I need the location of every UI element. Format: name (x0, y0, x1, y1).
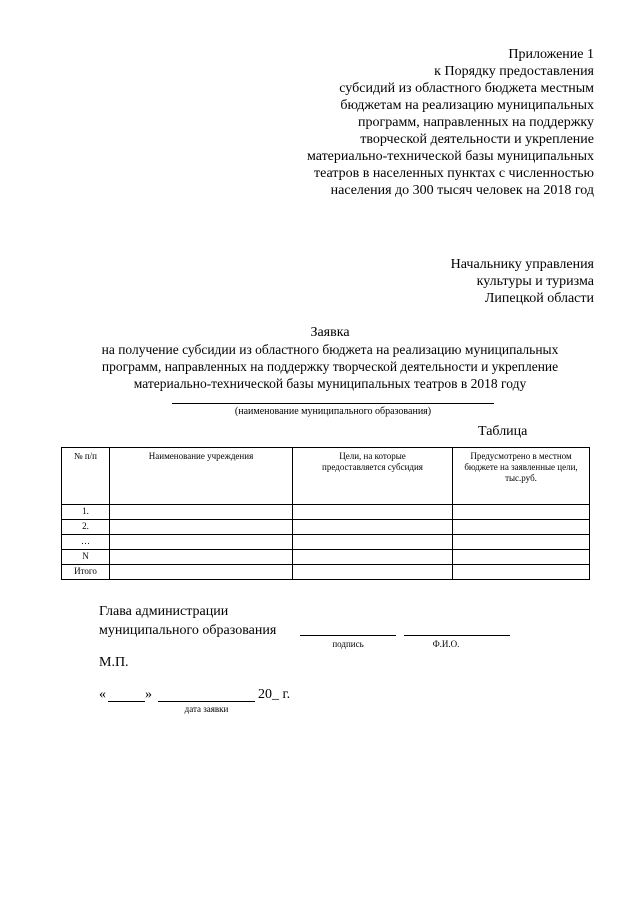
institution-cell (110, 535, 293, 550)
budget-cell (453, 520, 590, 535)
row-number-cell: 1. (62, 505, 110, 520)
budget-cell (453, 550, 590, 565)
addressee-line: Начальнику управления (450, 257, 594, 272)
addressee-block (451, 256, 594, 307)
date-day-line (108, 701, 145, 702)
title-line: на получение субсидии из областного бюджета на реализацию муниципальных (101, 342, 559, 357)
row-number-cell: N (62, 550, 110, 565)
appendix-line: населения до 300 тысяч человек на 2018 год (330, 183, 594, 198)
municipality-name-line (172, 403, 494, 404)
column-header-number: № п/п (62, 448, 110, 505)
title-line: программ, направленных на поддержку творческой деятельности и укрепление (101, 359, 559, 374)
date-year: 20_ г. (258, 687, 291, 702)
signature-title-line2: муниципального образования (99, 623, 277, 638)
appendix-line: Приложение 1 (508, 47, 594, 62)
table-header-row (62, 448, 590, 505)
appendix-line: программ, направленных на поддержку (358, 115, 594, 130)
appendix-line: творческой деятельности и укрепление (360, 132, 594, 147)
column-header-institution: Наименование учреждения (110, 448, 293, 505)
table-row (62, 535, 590, 550)
application-table (61, 447, 590, 580)
title-line: материально-технической базы муниципальных театров в 2018 году (133, 376, 527, 391)
institution-cell (110, 505, 293, 520)
addressee-line: культуры и туризма (476, 274, 594, 289)
stamp-label: М.П. (99, 655, 129, 670)
goals-cell (293, 520, 453, 535)
table-total-row (62, 565, 590, 580)
signature-title-line1: Глава администрации (99, 604, 229, 619)
table-row (62, 505, 590, 520)
goals-cell (293, 550, 453, 565)
appendix-line: театров в населенных пунктах с численностью (313, 166, 594, 181)
institution-cell (110, 550, 293, 565)
appendix-line: материально-технической базы муниципальных (306, 149, 594, 164)
date-close-quote: » (145, 687, 152, 702)
municipality-caption: (наименование муниципального образования) (234, 406, 432, 417)
table-row (62, 550, 590, 565)
addressee-line: Липецкой области (484, 291, 594, 306)
appendix-header (307, 46, 594, 199)
budget-cell (453, 505, 590, 520)
appendix-line: субсидий из областного бюджета местным (339, 81, 594, 96)
title-heading: Заявка (310, 325, 350, 340)
signature-caption: подпись (332, 639, 364, 649)
full-name-caption: Ф.И.О. (432, 639, 460, 649)
total-label-cell: Итого (62, 565, 110, 580)
table-label: Таблица (478, 424, 528, 439)
budget-cell (453, 565, 590, 580)
title-body (0, 341, 640, 392)
institution-cell (110, 520, 293, 535)
date-caption: дата заявки (184, 704, 229, 714)
institution-cell (110, 565, 293, 580)
column-header-budget: Предусмотрено в местном бюджете на заявленные цели, тыс.руб. (453, 448, 590, 505)
date-open-quote: « (99, 687, 106, 702)
date-month-line (158, 701, 255, 702)
table-row (62, 520, 590, 535)
appendix-line: к Порядку предоставления (434, 64, 594, 79)
goals-cell (293, 565, 453, 580)
column-header-goals: Цели, на которые предоставляется субсидия (293, 448, 453, 505)
appendix-line: бюджетам на реализацию муниципальных (340, 98, 594, 113)
row-number-cell: … (62, 535, 110, 550)
row-number-cell: 2. (62, 520, 110, 535)
full-name-line (404, 635, 510, 636)
document-title (0, 324, 640, 341)
budget-cell (453, 535, 590, 550)
goals-cell (293, 535, 453, 550)
goals-cell (293, 505, 453, 520)
signature-line (300, 635, 396, 636)
